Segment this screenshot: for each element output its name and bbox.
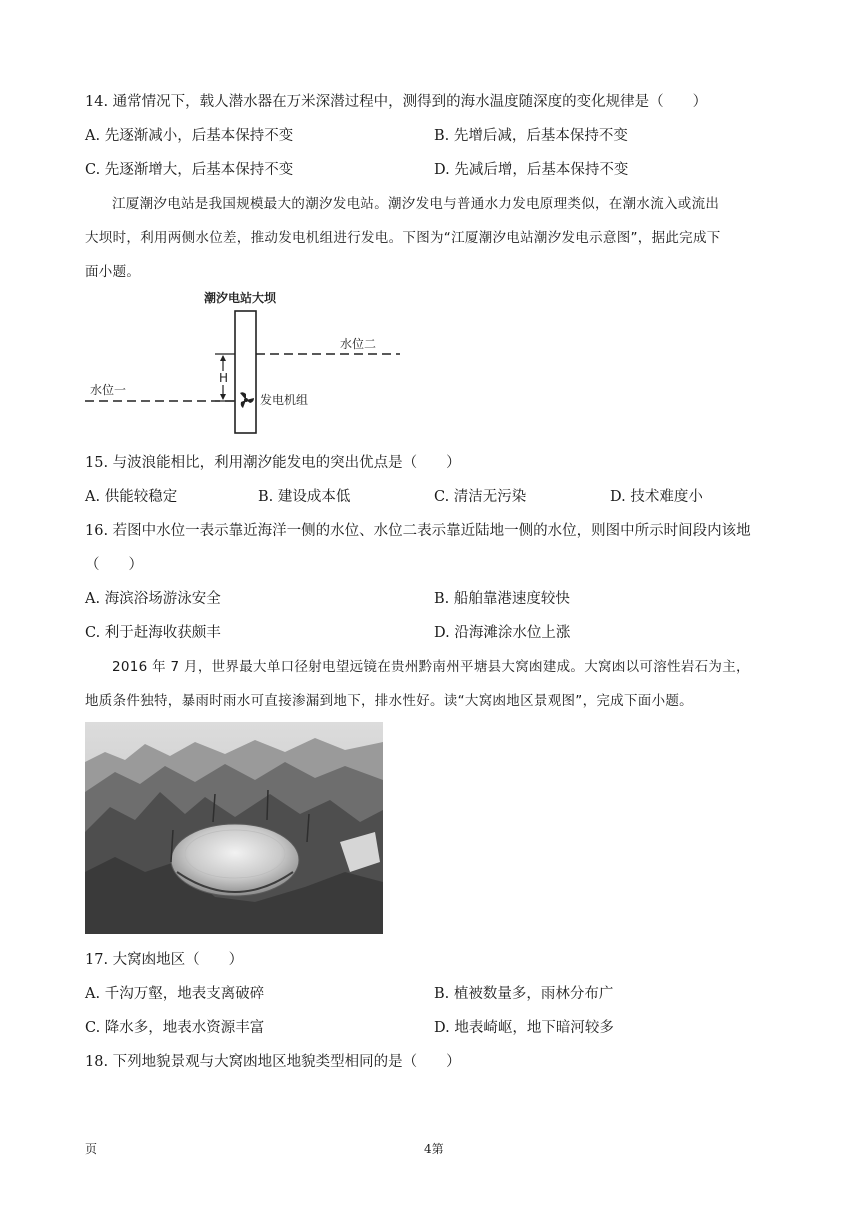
dam-wall — [235, 311, 256, 433]
q14-stem: 14. 通常情况下，载人潜水器在万米深潜过程中，测得到的海水温度随深度的变化规律是（ ） — [85, 94, 708, 110]
passage1-line-2: 大坝时，利用两侧水位差，推动发电机组进行发电。下图为“江厦潮汐电站潮汐发电示意图”，据此完成下 — [85, 230, 721, 246]
q16-option-a: A. 海滨浴场游泳安全 — [85, 591, 221, 607]
dawodang-landscape-photo — [85, 722, 383, 934]
q14-option-c: C. 先逐渐增大，后基本保持不变 — [85, 162, 294, 178]
q15-option-d: D. 技术难度小 — [610, 489, 703, 505]
q17-option-a: A. 千沟万壑，地表支离破碎 — [85, 986, 265, 1002]
q14-option-a: A. 先逐渐减小，后基本保持不变 — [85, 128, 294, 144]
q16-stem-line-2: （ ） — [85, 557, 143, 573]
generator-label: 发电机组 — [260, 393, 309, 407]
passage1-line-3: 面小题。 — [85, 264, 141, 280]
q16-stem-line-1: 16. 若图中水位一表示靠近海洋一侧的水位、水位二表示靠近陆地一侧的水位，则图中所示时间段内该地 — [85, 523, 751, 539]
dam-label: 潮汐电站大坝 — [204, 291, 277, 305]
q18-stem: 18. 下列地貌景观与大窝凼地区地貌类型相同的是（ ） — [85, 1054, 461, 1070]
h-label: H — [219, 371, 229, 385]
q16-option-b: B. 船舶靠港速度较快 — [434, 591, 570, 607]
q16-option-d: D. 沿海滩涂水位上涨 — [434, 625, 571, 641]
passage2-line-1: 2016 年 7 月，世界最大单口径射电望远镜在贵州黔南州平塘县大窝凼建成。大窝凼以可溶性岩石为主， — [112, 659, 750, 675]
q14-option-b: B. 先增后减，后基本保持不变 — [434, 128, 628, 144]
footer-page-number: 4第 — [424, 1142, 444, 1156]
q17-stem: 17. 大窝凼地区（ ） — [85, 952, 244, 968]
q14-option-d: D. 先减后增，后基本保持不变 — [434, 162, 629, 178]
footer-page-suffix: 页 — [85, 1142, 98, 1156]
q15-stem: 15. 与波浪能相比，利用潮汐能发电的突出优点是（ ） — [85, 455, 461, 471]
water-level-one-label: 水位一 — [90, 383, 127, 397]
h-arrowhead-down — [220, 394, 226, 400]
passage2-line-2: 地质条件独特，暴雨时雨水可直接渗漏到地下，排水性好。读“大窝凼地区景观图”，完成下面小题。 — [85, 693, 693, 709]
h-arrowhead-up — [220, 355, 226, 361]
q16-option-c: C. 利于赶海收获颇丰 — [85, 625, 221, 641]
tidal-power-diagram — [80, 285, 410, 435]
passage1-line-1: 江厦潮汐电站是我国规模最大的潮汐发电站。潮汐发电与普通水力发电原理类似，在潮水流入或流出 — [112, 196, 720, 212]
q17-option-b: B. 植被数量多，雨林分布广 — [434, 986, 614, 1002]
q15-option-c: C. 清洁无污染 — [434, 489, 527, 505]
water-level-two-label: 水位二 — [340, 337, 377, 351]
q17-option-d: D. 地表崎岖，地下暗河较多 — [434, 1020, 614, 1036]
q17-option-c: C. 降水多，地表水资源丰富 — [85, 1020, 265, 1036]
q15-option-b: B. 建设成本低 — [258, 489, 351, 505]
q15-option-a: A. 供能较稳定 — [85, 489, 178, 505]
